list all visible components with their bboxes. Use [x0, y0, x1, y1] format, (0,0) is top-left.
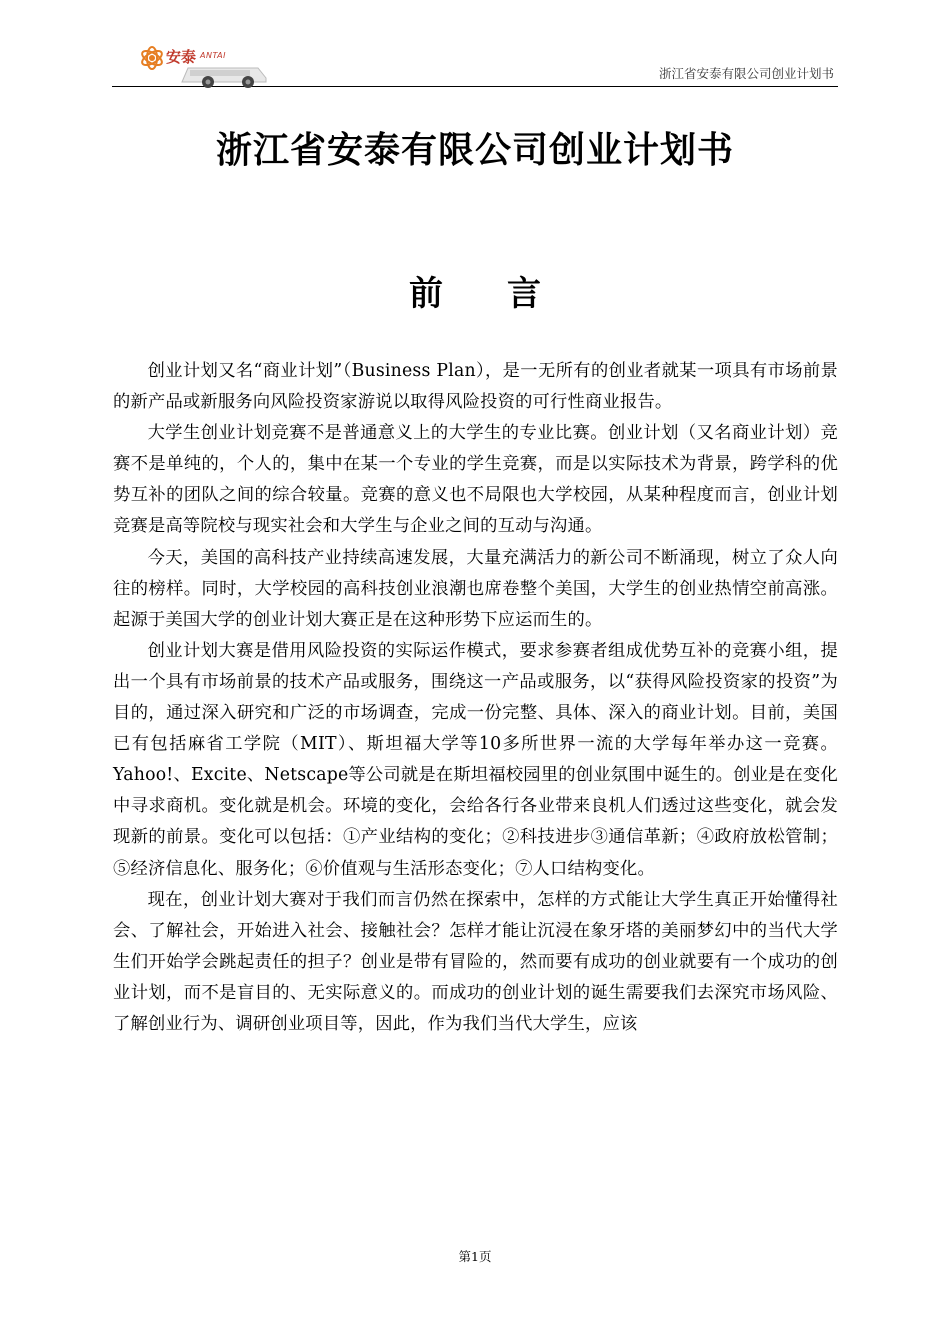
paragraph: 创业计划又名“商业计划”（Business Plan），是一无所有的创业者就某一项具有市场前景的新产品或新服务向风险投资家游说以取得风险投资的可行性商业报告。 — [113, 361, 838, 413]
section-title: 前言 — [409, 274, 605, 314]
document-body — [113, 356, 838, 1040]
logo-text: 安泰 — [166, 48, 197, 66]
paragraph: 现在，创业计划大赛对于我们而言仍然在探索中，怎样的方式能让大学生真正开始懂得社会、了解社会，开始进入社会、接触社会？怎样才能让沉浸在象牙塔的美丽梦幻中的当代大学生们开始学会跳起责任的担子？创业是带有冒险的，然而要有成功的创业就要有一个成功的创业计划，而不是盲目的、无实际意义的。而成功的创业计划的诞生需要我们去深究市场风险、了解创业行为、调研创业项目等，因此，作为我们当代大学生，应该 — [113, 889, 838, 1034]
paragraph: 大学生创业计划竞赛不是普通意义上的大学生的专业比赛。创业计划（又名商业计划）竞赛不是单纯的，个人的，集中在某一个专业的学生竞赛，而是以实际技术为背景，跨学科的优势互补的团队之间的综合较量。竞赛的意义也不局限也大学校园，从某种程度而言，创业计划竞赛是高等院校与现实社会和大学生与企业之间的互动与沟通。 — [113, 423, 838, 537]
paragraph: 创业计划大赛是借用风险投资的实际运作模式，要求参赛者组成优势互补的竞赛小组，提出一个具有市场前景的技术产品或服务，围绕这一产品或服务，以“获得风险投资家的投资”为目的，通过深入研究和广泛的市场调查，完成一份完整、具体、深入的商业计划。目前，美国已有包括麻省工学院（MIT）、斯坦福大学等10多所世界一流的大学每年举办这一竞赛。Yahoo!、Excite、Netscape等公司就是在斯坦福校园里的创业氛围中诞生的。创业是在变化中寻求商机。变化就是机会。环境的变化，会给各行各业带来良机人们透过这些变化，就会发现新的前景。变化可以包括：①产业结构的变化；②科技进步③通信革新；④政府放松管制；⑤经济信息化、服务化；⑥价值观与生活形态变化；⑦人口结构变化。 — [113, 640, 838, 879]
paragraph: 今天，美国的高科技产业持续高速发展，大量充满活力的新公司不断涌现，树立了众人向往的榜样。同时，大学校园的高科技创业浪潮也席卷整个美国，大学生的创业热情空前高涨。起源于美国大学的创业计划大赛正是在这种形势下应运而生的。 — [113, 547, 838, 630]
page-header — [112, 40, 838, 87]
company-logo — [130, 42, 270, 88]
truck-logo-icon — [130, 42, 270, 88]
page-number: 第1页 — [458, 1249, 492, 1264]
header-title: 浙江省安泰有限公司创业计划书 — [658, 66, 834, 81]
logo-subtext: ANTAI — [200, 51, 226, 60]
document-title: 浙江省安泰有限公司创业计划书 — [215, 130, 734, 171]
